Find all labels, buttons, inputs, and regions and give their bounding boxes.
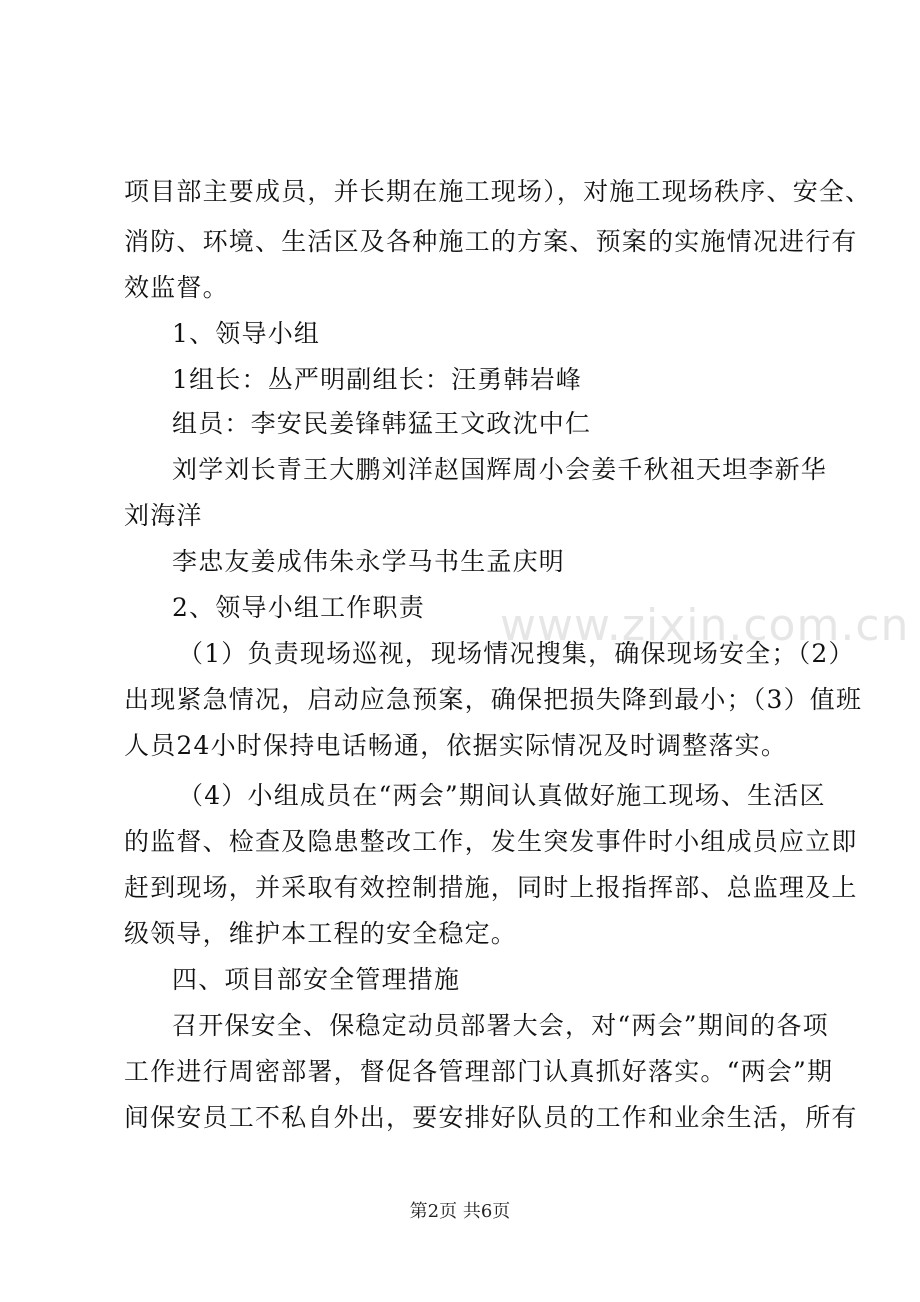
section-heading-safety-measures: 四、项目部安全管理措施 <box>172 965 461 994</box>
page-footer: 第2页 共6页 <box>409 1201 511 1222</box>
member-names-line-3: 李忠友姜成伟朱永学马书生孟庆明 <box>172 547 566 576</box>
group-members-line: 组员：李安民姜锋韩猛王文政沈中仁 <box>172 409 592 438</box>
duties-line-1: （1）负责现场巡视，现场情况搜集，确保现场安全；（2） <box>178 639 855 668</box>
duties-line-2: 出现紧急情况，启动应急预案，确保把损失降到最小；（3）值班 <box>124 685 863 714</box>
section-heading-leadership-group: 1、领导小组 <box>172 319 321 348</box>
member-names-line-2: 刘海洋 <box>124 501 203 530</box>
group-leader-line: 1组长：丛严明副组长：汪勇韩岩峰 <box>172 365 583 394</box>
measures-line-3: 间保安员工不私自外出，要安排好队员的工作和业余生活，所有 <box>124 1103 858 1132</box>
duties-line-3: 人员24小时保持电话畅通，依据实际情况及时调整落实。 <box>124 731 788 760</box>
body-line-3: 效监督。 <box>124 273 229 302</box>
watermark: www.zixin.com.cn <box>500 600 910 651</box>
measures-line-2: 工作进行周密部署，督促各管理部门认真抓好落实。“两会”期 <box>124 1057 834 1086</box>
measures-line-1: 召开保安全、保稳定动员部署大会，对“两会”期间的各项 <box>172 1011 829 1040</box>
section-heading-duties: 2、领导小组工作职责 <box>172 593 425 622</box>
duties-item4-line-2: 的监督、检查及隐患整改工作，发生突发事件时小组成员应立即 <box>124 827 858 856</box>
duties-item4-line-4: 级领导，维护本工程的安全稳定。 <box>124 919 518 948</box>
body-line-2: 消防、环境、生活区及各种施工的方案、预案的实施情况进行有 <box>124 227 858 256</box>
duties-item4-line-1: （4）小组成员在“两会”期间认真做好施工现场、生活区 <box>178 781 826 810</box>
body-line-1: 项目部主要成员，并长期在施工现场），对施工现场秩序、安全、 <box>124 177 872 206</box>
member-names-line-1: 刘学刘长青王大鹏刘洋赵国辉周小会姜千秋祖天坦李新华 <box>172 455 828 484</box>
duties-item4-line-3: 赶到现场，并采取有效控制措施，同时上报指挥部、总监理及上 <box>124 873 858 902</box>
